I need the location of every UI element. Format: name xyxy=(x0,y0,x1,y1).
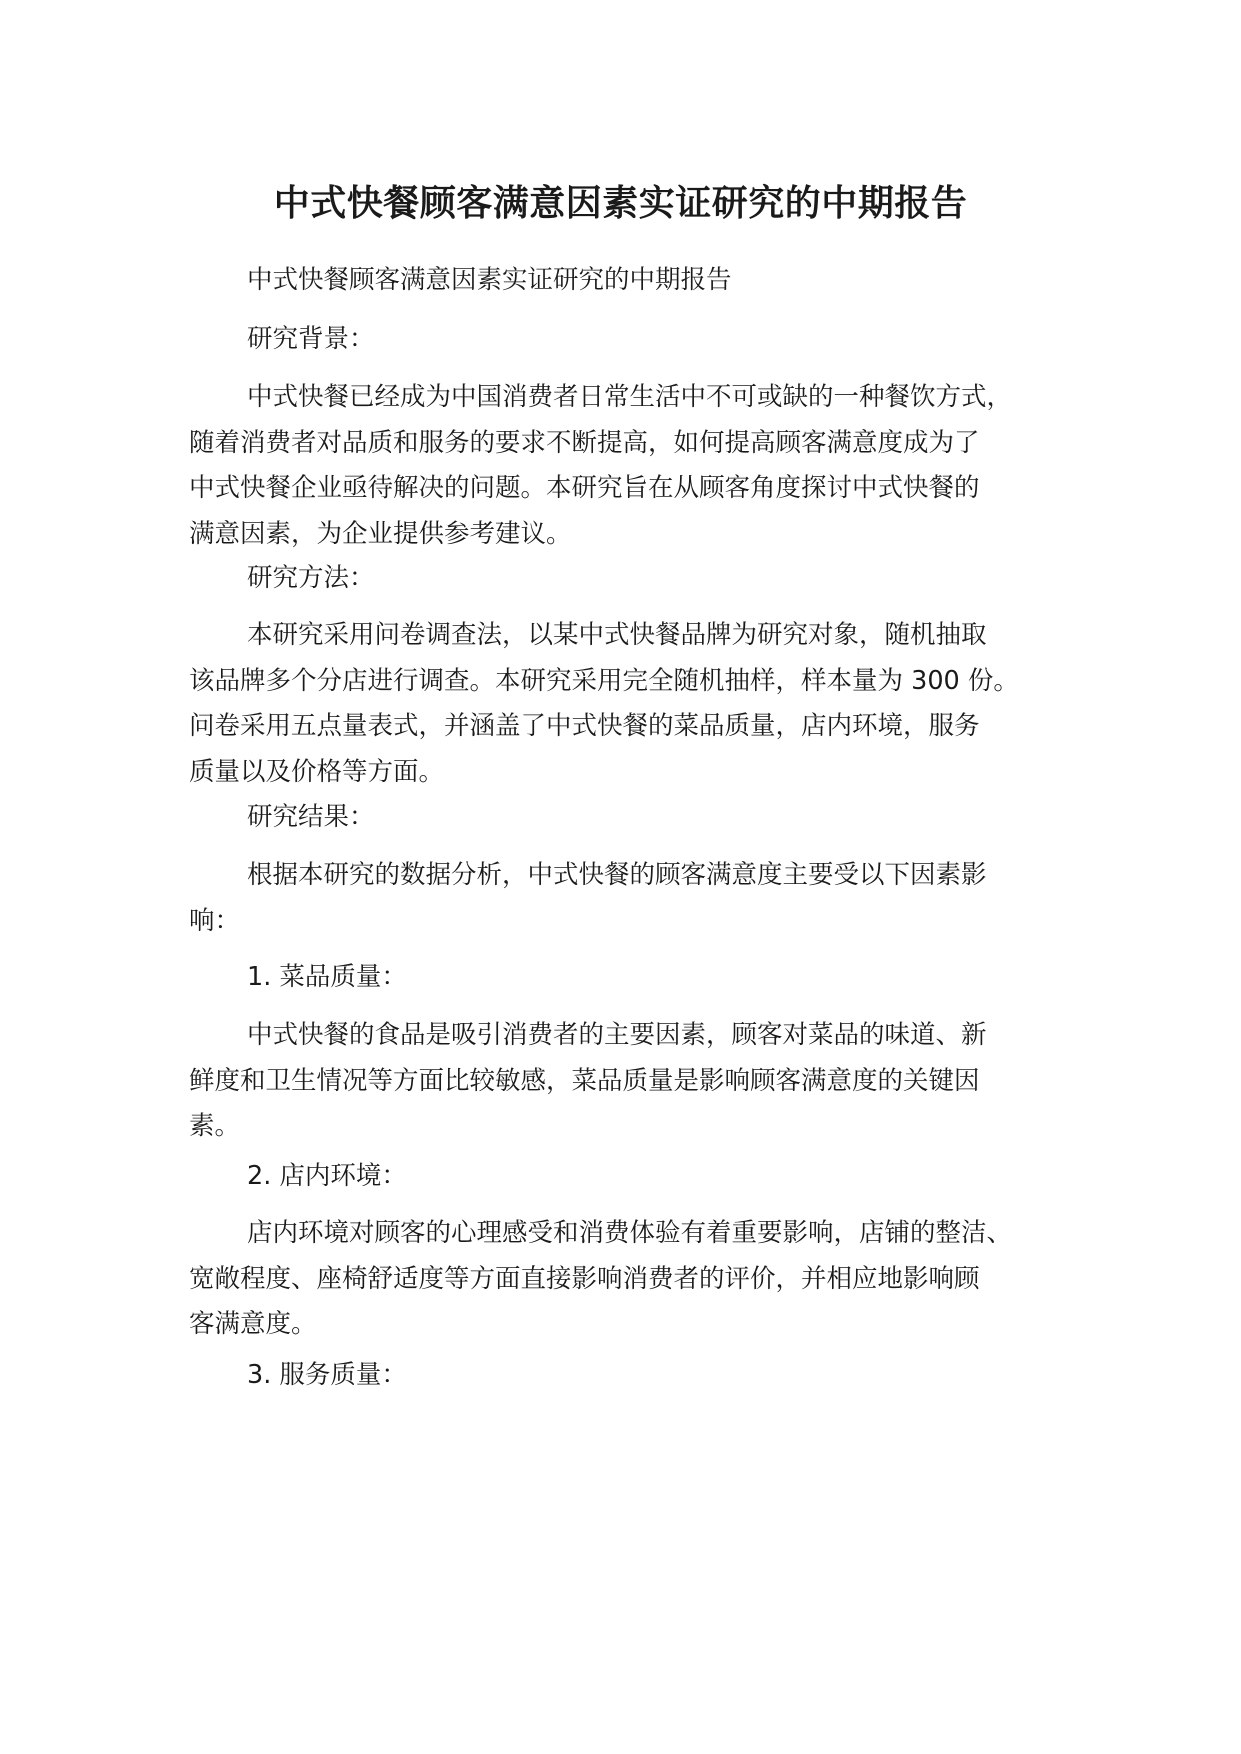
text-line: 研究方法： xyxy=(247,563,375,593)
paragraph-background xyxy=(0,375,1241,557)
document-title: 中式快餐顾客满意因素实证研究的中期报告 xyxy=(273,183,968,224)
text-line: 中式快餐企业亟待解决的问题。本研究旨在从顾客角度探讨中式快餐的 xyxy=(189,473,980,503)
item-heading-dish-quality xyxy=(0,955,1241,1001)
text-line: 2. 店内环境： xyxy=(247,1161,407,1191)
text-line: 质量以及价格等方面。 xyxy=(189,756,445,787)
item-heading-service-quality xyxy=(0,1353,1241,1399)
section-heading-background xyxy=(0,317,1241,363)
paragraph-subtitle xyxy=(0,258,1241,304)
text-line: 鲜度和卫生情况等方面比较敏感，菜品质量是影响顾客满意度的关键因 xyxy=(189,1065,980,1096)
paragraph-dish-quality xyxy=(0,1013,1241,1150)
text-line: 问卷采用五点量表式，并涵盖了中式快餐的菜品质量，店内环境，服务 xyxy=(189,711,980,741)
text-line: 中式快餐已经成为中国消费者日常生活中不可或缺的一种餐饮方式， xyxy=(247,382,1013,412)
text-line: 本研究采用问卷调查法，以某中式快餐品牌为研究对象，随机抽取 xyxy=(247,620,987,650)
text-line: 中式快餐顾客满意因素实证研究的中期报告 xyxy=(247,265,732,295)
text-line: 宽敞程度、座椅舒适度等方面直接影响消费者的评价，并相应地影响顾 xyxy=(189,1263,980,1294)
text-line: 3. 服务质量： xyxy=(247,1360,407,1390)
text-line: 客满意度。 xyxy=(189,1309,317,1339)
text-line: 满意因素，为企业提供参考建议。 xyxy=(189,518,572,549)
text-line: 店内环境对顾客的心理感受和消费体验有着重要影响，店铺的整洁、 xyxy=(247,1218,1013,1248)
text-line: 根据本研究的数据分析，中式快餐的顾客满意度主要受以下因素影 xyxy=(247,860,987,890)
text-line: 该品牌多个分店进行调查。本研究采用完全随机抽样，样本量为 300 份。 xyxy=(189,665,1019,696)
text-line: 1. 菜品质量： xyxy=(247,962,407,992)
paragraph-results xyxy=(0,853,1241,944)
text-line: 素。 xyxy=(189,1111,241,1141)
text-line: 研究结果： xyxy=(247,802,375,832)
text-line: 响： xyxy=(189,905,241,936)
paragraph-method xyxy=(0,613,1241,795)
section-heading-method xyxy=(0,556,1241,602)
paragraph-store-environment xyxy=(0,1211,1241,1348)
section-heading-results xyxy=(0,795,1241,841)
text-line: 随着消费者对品质和服务的要求不断提高，如何提高顾客满意度成为了 xyxy=(189,427,980,458)
text-line: 中式快餐的食品是吸引消费者的主要因素，顾客对菜品的味道、新 xyxy=(247,1020,987,1050)
item-heading-store-environment xyxy=(0,1154,1241,1200)
text-line: 研究背景： xyxy=(247,324,375,354)
